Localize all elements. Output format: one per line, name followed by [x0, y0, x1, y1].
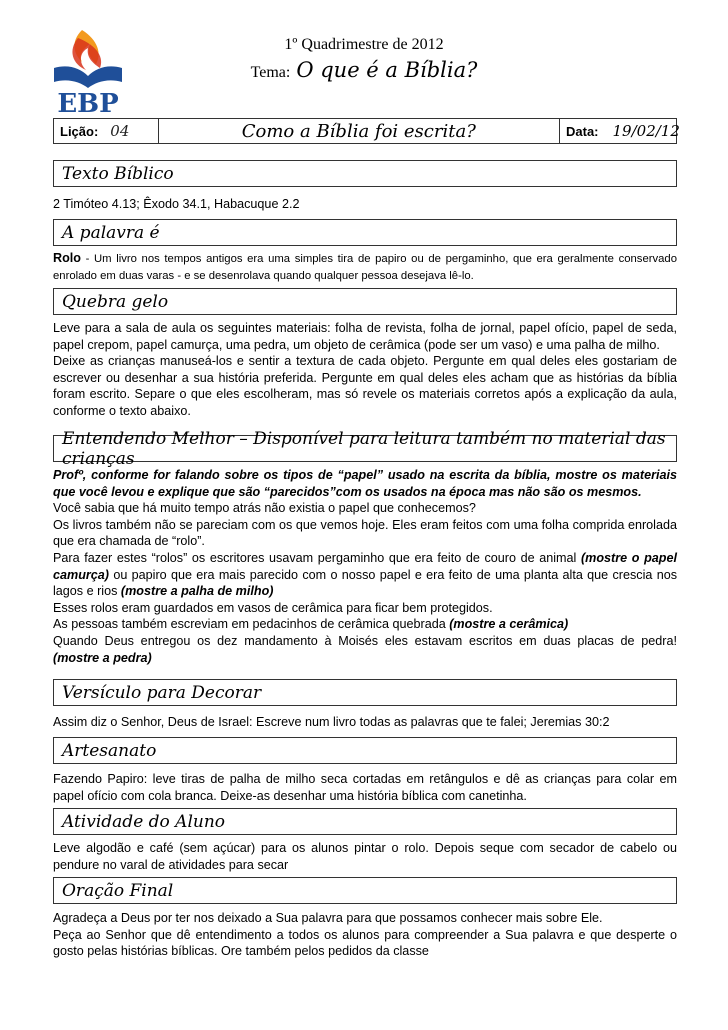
- section-heading-a-palavra: A palavra é: [53, 219, 677, 246]
- theme-value: O que é a Bíblia?: [296, 58, 478, 82]
- note-ceramica: (mostre a cerâmica): [449, 617, 569, 632]
- quebra-gelo-p2: Deixe as crianças manuseá-los e sentir a textura de cada objeto. Pergunte em qual deles eles gostariam de escrever ou desenhar a sua história preferida. Pergunte em qual deles eles acham que as histórias da bíblia foram escrito. Separe o que eles escolheram, mas só revele os materiais corretos após a explicação da aula, conforme o texto abaixo.: [53, 354, 677, 418]
- a-palavra-text: [53, 250, 677, 285]
- oracao-text: [53, 910, 677, 960]
- section-heading-oracao: Oração Final: [53, 877, 677, 904]
- artesanato-text: Fazendo Papiro: leve tiras de palha de milho seca cortadas em retângulos e dê as crianças para colar em papel ofício com cola branca. Deixe-as desenhar uma história bíblica com canetinha.: [53, 772, 677, 803]
- section-heading-atividade: Atividade do Aluno: [53, 808, 677, 835]
- theme-heading: [0, 58, 728, 82]
- lesson-cell: [54, 119, 158, 143]
- a-palavra-definition: - Um livro nos tempos antigos era uma simples tira de papiro ou de pergaminho, que era geralmente conservado enrolado em duas varas - e se desenrolava quando qualquer pessoa desejava lê-lo.: [53, 253, 677, 282]
- section-heading-versiculo: Versículo para Decorar: [53, 679, 677, 706]
- lesson-number: 04: [110, 122, 130, 140]
- entendendo-line5a: As pessoas também escreviam em pedacinhos de cerâmica quebrada: [53, 617, 450, 632]
- quebra-gelo-p1: Leve para a sala de aula os seguintes materiais: folha de revista, folha de jornal, papel ofício, papel de seda, papel crepom, papel camurça, uma pedra, um objeto de cerâmica (pode ser um vaso) e uma palha de milho.: [53, 321, 677, 352]
- date-value: 19/02/12: [612, 122, 680, 140]
- note-camurca: (mostre o papel camurça): [53, 550, 678, 582]
- entendendo-line2: Os livros também não se pareciam com os que vemos hoje. Eles eram feitos com uma folha comprida enrolada que era chamada de “rolo”.: [53, 517, 677, 549]
- section-heading-quebra-gelo: Quebra gelo: [53, 288, 677, 315]
- oracao-p1: Agradeça a Deus por ter nos deixado a Sua palavra para que possamos conhecer mais sobre Ele.: [53, 911, 603, 925]
- section-heading-artesanato: Artesanato: [53, 737, 677, 764]
- term-rolo: Rolo: [53, 251, 81, 265]
- entendendo-text: [53, 467, 677, 666]
- lesson-label: Lição:: [60, 123, 99, 139]
- entendendo-line6: [53, 633, 677, 666]
- theme-label: Tema:: [250, 64, 291, 81]
- lesson-bar: [53, 118, 680, 144]
- date-cell: [560, 119, 680, 143]
- atividade-text: Leve algodão e café (sem açúcar) para os alunos pintar o rolo. Depois seque com secador de cabelo ou pendure no varal de atividades para secar: [53, 841, 677, 872]
- period-heading: 1º Quadrimestre de 2012: [284, 36, 444, 53]
- note-pedra: (mostre a pedra): [53, 650, 152, 665]
- section-heading-texto-biblico: Texto Bíblico: [53, 160, 677, 187]
- note-palha: (mostre a palha de milho): [120, 584, 274, 599]
- entendendo-line5: [53, 616, 677, 633]
- logo-text: EBP: [57, 89, 119, 116]
- entendendo-line3: [53, 550, 677, 600]
- texto-biblico-text: 2 Timóteo 4.13; Êxodo 34.1, Habacuque 2.2: [53, 197, 300, 211]
- lesson-title: Como a Bíblia foi escrita?: [158, 119, 560, 143]
- entendendo-line4: Esses rolos eram guardados em vasos de cerâmica para ficar bem protegidos.: [53, 600, 493, 615]
- entendendo-line3a: Para fazer estes “rolos” os escritores usavam pergaminho que era feito de couro de animal: [53, 550, 581, 565]
- entendendo-line6a: Quando Deus entregou os dez mandamento à Moisés eles estavam escritos em duas placas de pedra!: [53, 633, 677, 648]
- oracao-p2: Peça ao Senhor que dê entendimento a todos os alunos para compreender a Sua palavra e que desperte o gosto pelas histórias bíblicas. Ore também pelos pedidos da classe: [53, 927, 677, 959]
- section-heading-entendendo: Entendendo Melhor – Disponível para leitura também no material das crianças: [53, 435, 677, 462]
- entendendo-line1: Você sabia que há muito tempo atrás não existia o papel que conhecemos?: [53, 501, 476, 516]
- quebra-gelo-text: [53, 320, 677, 420]
- versiculo-text: Assim diz o Senhor, Deus de Israel: Escreve num livro todas as palavras que te falei; Jeremias 30:2: [53, 715, 610, 729]
- entendendo-line3c: ou papiro que era mais parecido com o nosso papel e era feito de uma planta alta que crescia nos lagos e rios: [53, 567, 677, 599]
- entendendo-intro: Profº, conforme for falando sobre os tipos de “papel” usado na escrita da bíblia, mostre os materiais que você levou e explique que são “parecidos”com os usados na época mas não são os mesmos.: [53, 468, 677, 499]
- date-label: Data:: [566, 123, 599, 139]
